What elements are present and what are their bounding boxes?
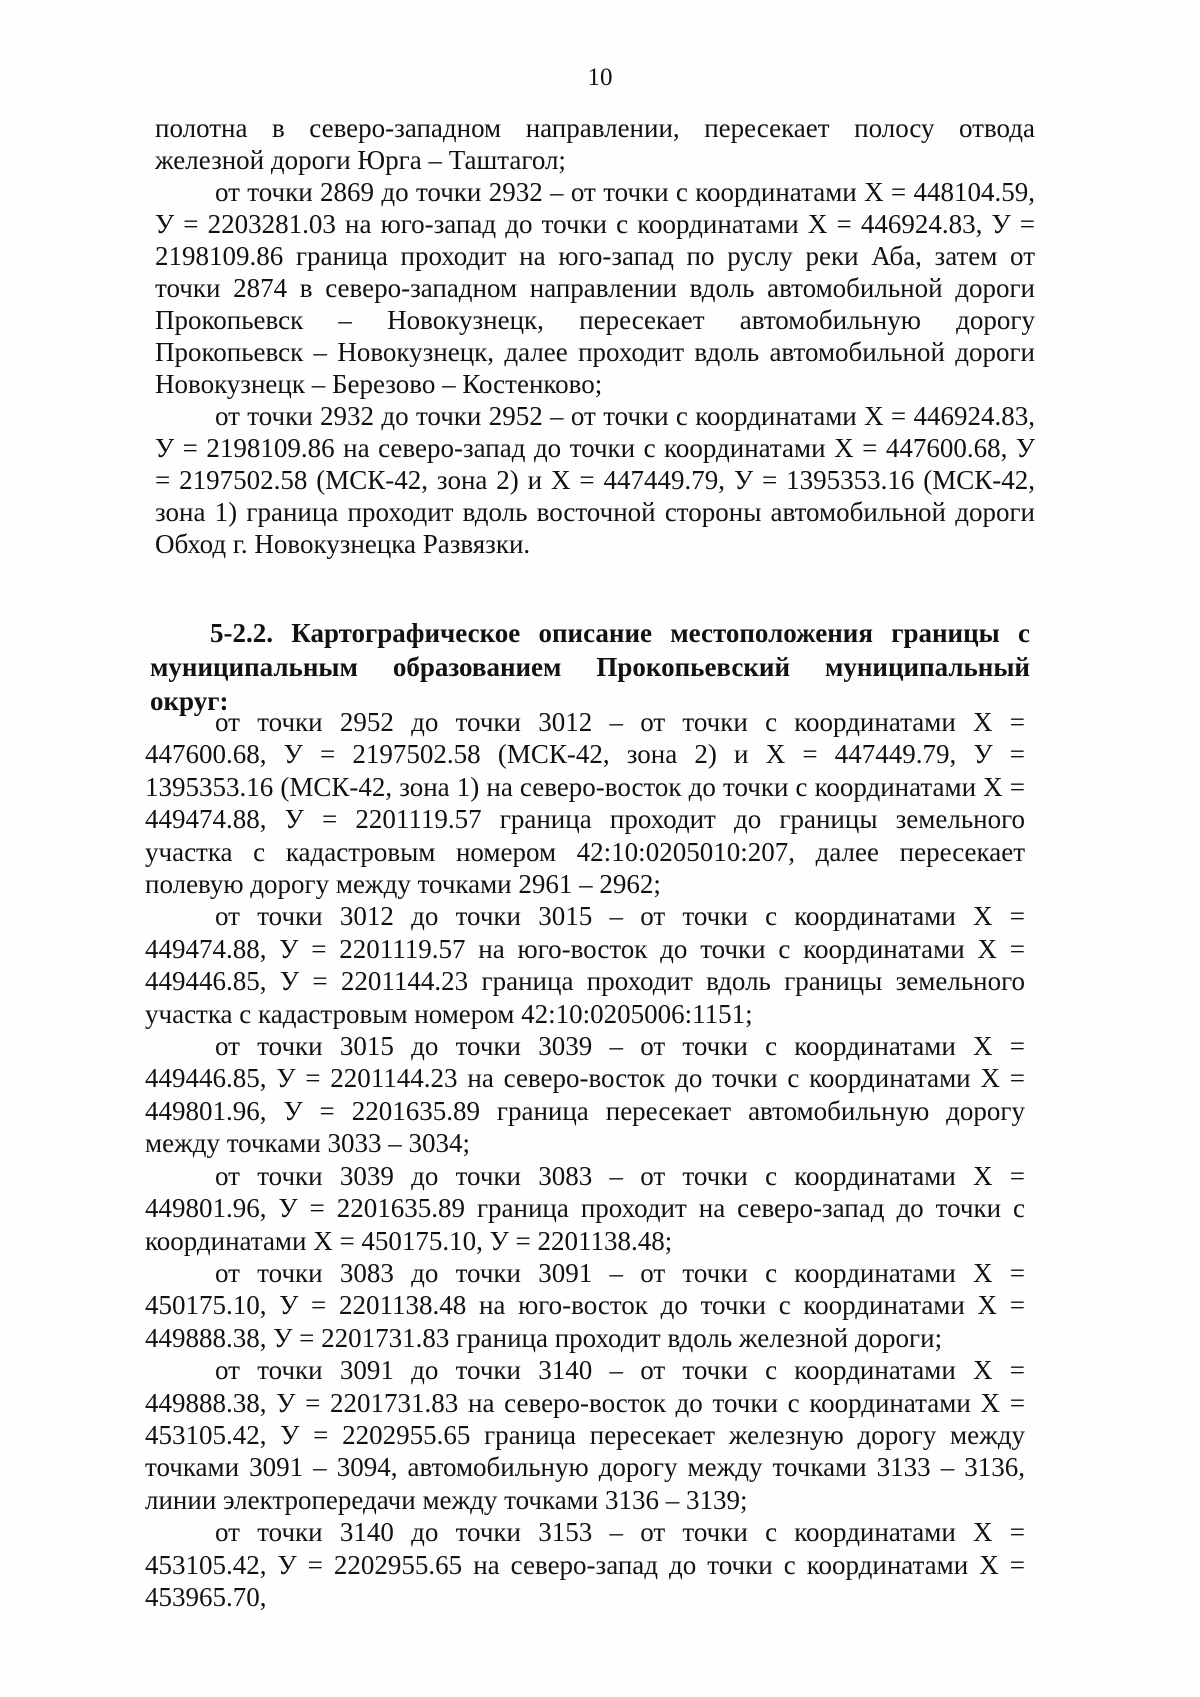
paragraph-segment-3091-3140: от точки 3091 до точки 3140 – от точки с координатами X = 449888.38, У = 2201731.83 на северо-восток до точки с координатами X = 453105.42, У = 2202955.65 граница пересекает железную дорогу между точками 3091 – 3094, автомобильную дорогу между точками 3133 – 3136, линии электропередачи между точками 3136 – 3139;: [145, 1355, 1025, 1515]
paragraph-segment-3083-3091: от точки 3083 до точки 3091 – от точки с координатами X = 450175.10, У = 2201138.48 на юго-восток до точки с координатами X = 449888.38, У = 2201731.83 граница проходит вдоль железной дороги;: [145, 1257, 1025, 1353]
paragraph-segment-3140-3153: от точки 3140 до точки 3153 – от точки с координатами X = 453105.42, У = 2202955.65 на северо-запад до точки с координатами X = 453965.70,: [145, 1517, 1025, 1612]
intro-text-block: [155, 112, 1035, 560]
paragraph-continuation: полотна в северо-западном направлении, пересекает полосу отвода железной дороги Юрга – Таштагол;: [155, 113, 1035, 175]
section-text-block: [145, 706, 1025, 1613]
paragraph-segment-2952-3012: от точки 2952 до точки 3012 – от точки с координатами X = 447600.68, У = 2197502.58 (МСК-42, зона 2) и X = 447449.79, У = 1395353.16 (МСК-42, зона 1) на северо-восток до точки с координатами X = 449474.88, У = 2201119.57 граница проходит до границы земельного участка с кадастровым номером 42:10:0205010:207, далее пересекает полевую дорогу между точками 2961 – 2962;: [145, 707, 1025, 900]
paragraph-segment-3039-3083: от точки 3039 до точки 3083 – от точки с координатами X = 449801.96, У = 2201635.89 граница проходит на северо-запад до точки с координатами X = 450175.10, У = 2201138.48;: [145, 1160, 1025, 1256]
paragraph-segment-3012-3015: от точки 3012 до точки 3015 – от точки с координатами X = 449474.88, У = 2201119.57 на юго-восток до точки с координатами X = 449446.85, У = 2201144.23 граница проходит вдоль границы земельного участка с кадастровым номером 42:10:0205006:1151;: [145, 901, 1025, 1029]
section-heading: 5-2.2. Картографическое описание местоположения границы с муниципальным образованием Прокопьевский муниципальный округ:: [150, 618, 1030, 716]
paragraph-segment-2869-2932: от точки 2869 до точки 2932 – от точки с координатами X = 448104.59, У = 2203281.03 на юго-запад до точки с координатами X = 446924.83, У = 2198109.86 граница проходит на юго-запад по руслу реки Аба, затем от точки 2874 в северо-западном направлении вдоль автомобильной дороги Прокопьевск – Новокузнецк, пересекает автомобильную дорогу Прокопьевск – Новокузнецк, далее проходит вдоль автомобильной дороги Новокузнецк – Березово – Костенково;: [155, 177, 1035, 399]
paragraph-segment-3015-3039: от точки 3015 до точки 3039 – от точки с координатами X = 449446.85, У = 2201144.23 на северо-восток до точки с координатами X = 449801.96, У = 2201635.89 граница пересекает автомобильную дорогу между точками 3033 – 3034;: [145, 1031, 1025, 1159]
paragraph-segment-2932-2952: от точки 2932 до точки 2952 – от точки с координатами X = 446924.83, У = 2198109.86 на северо-запад до точки с координатами X = 447600.68, У = 2197502.58 (МСК-42, зона 2) и X = 447449.79, У = 1395353.16 (МСК-42, зона 1) граница проходит вдоль восточной стороны автомобильной дороги Обход г. Новокузнецка Развязки.: [155, 401, 1035, 559]
page-number: 10: [587, 64, 613, 91]
